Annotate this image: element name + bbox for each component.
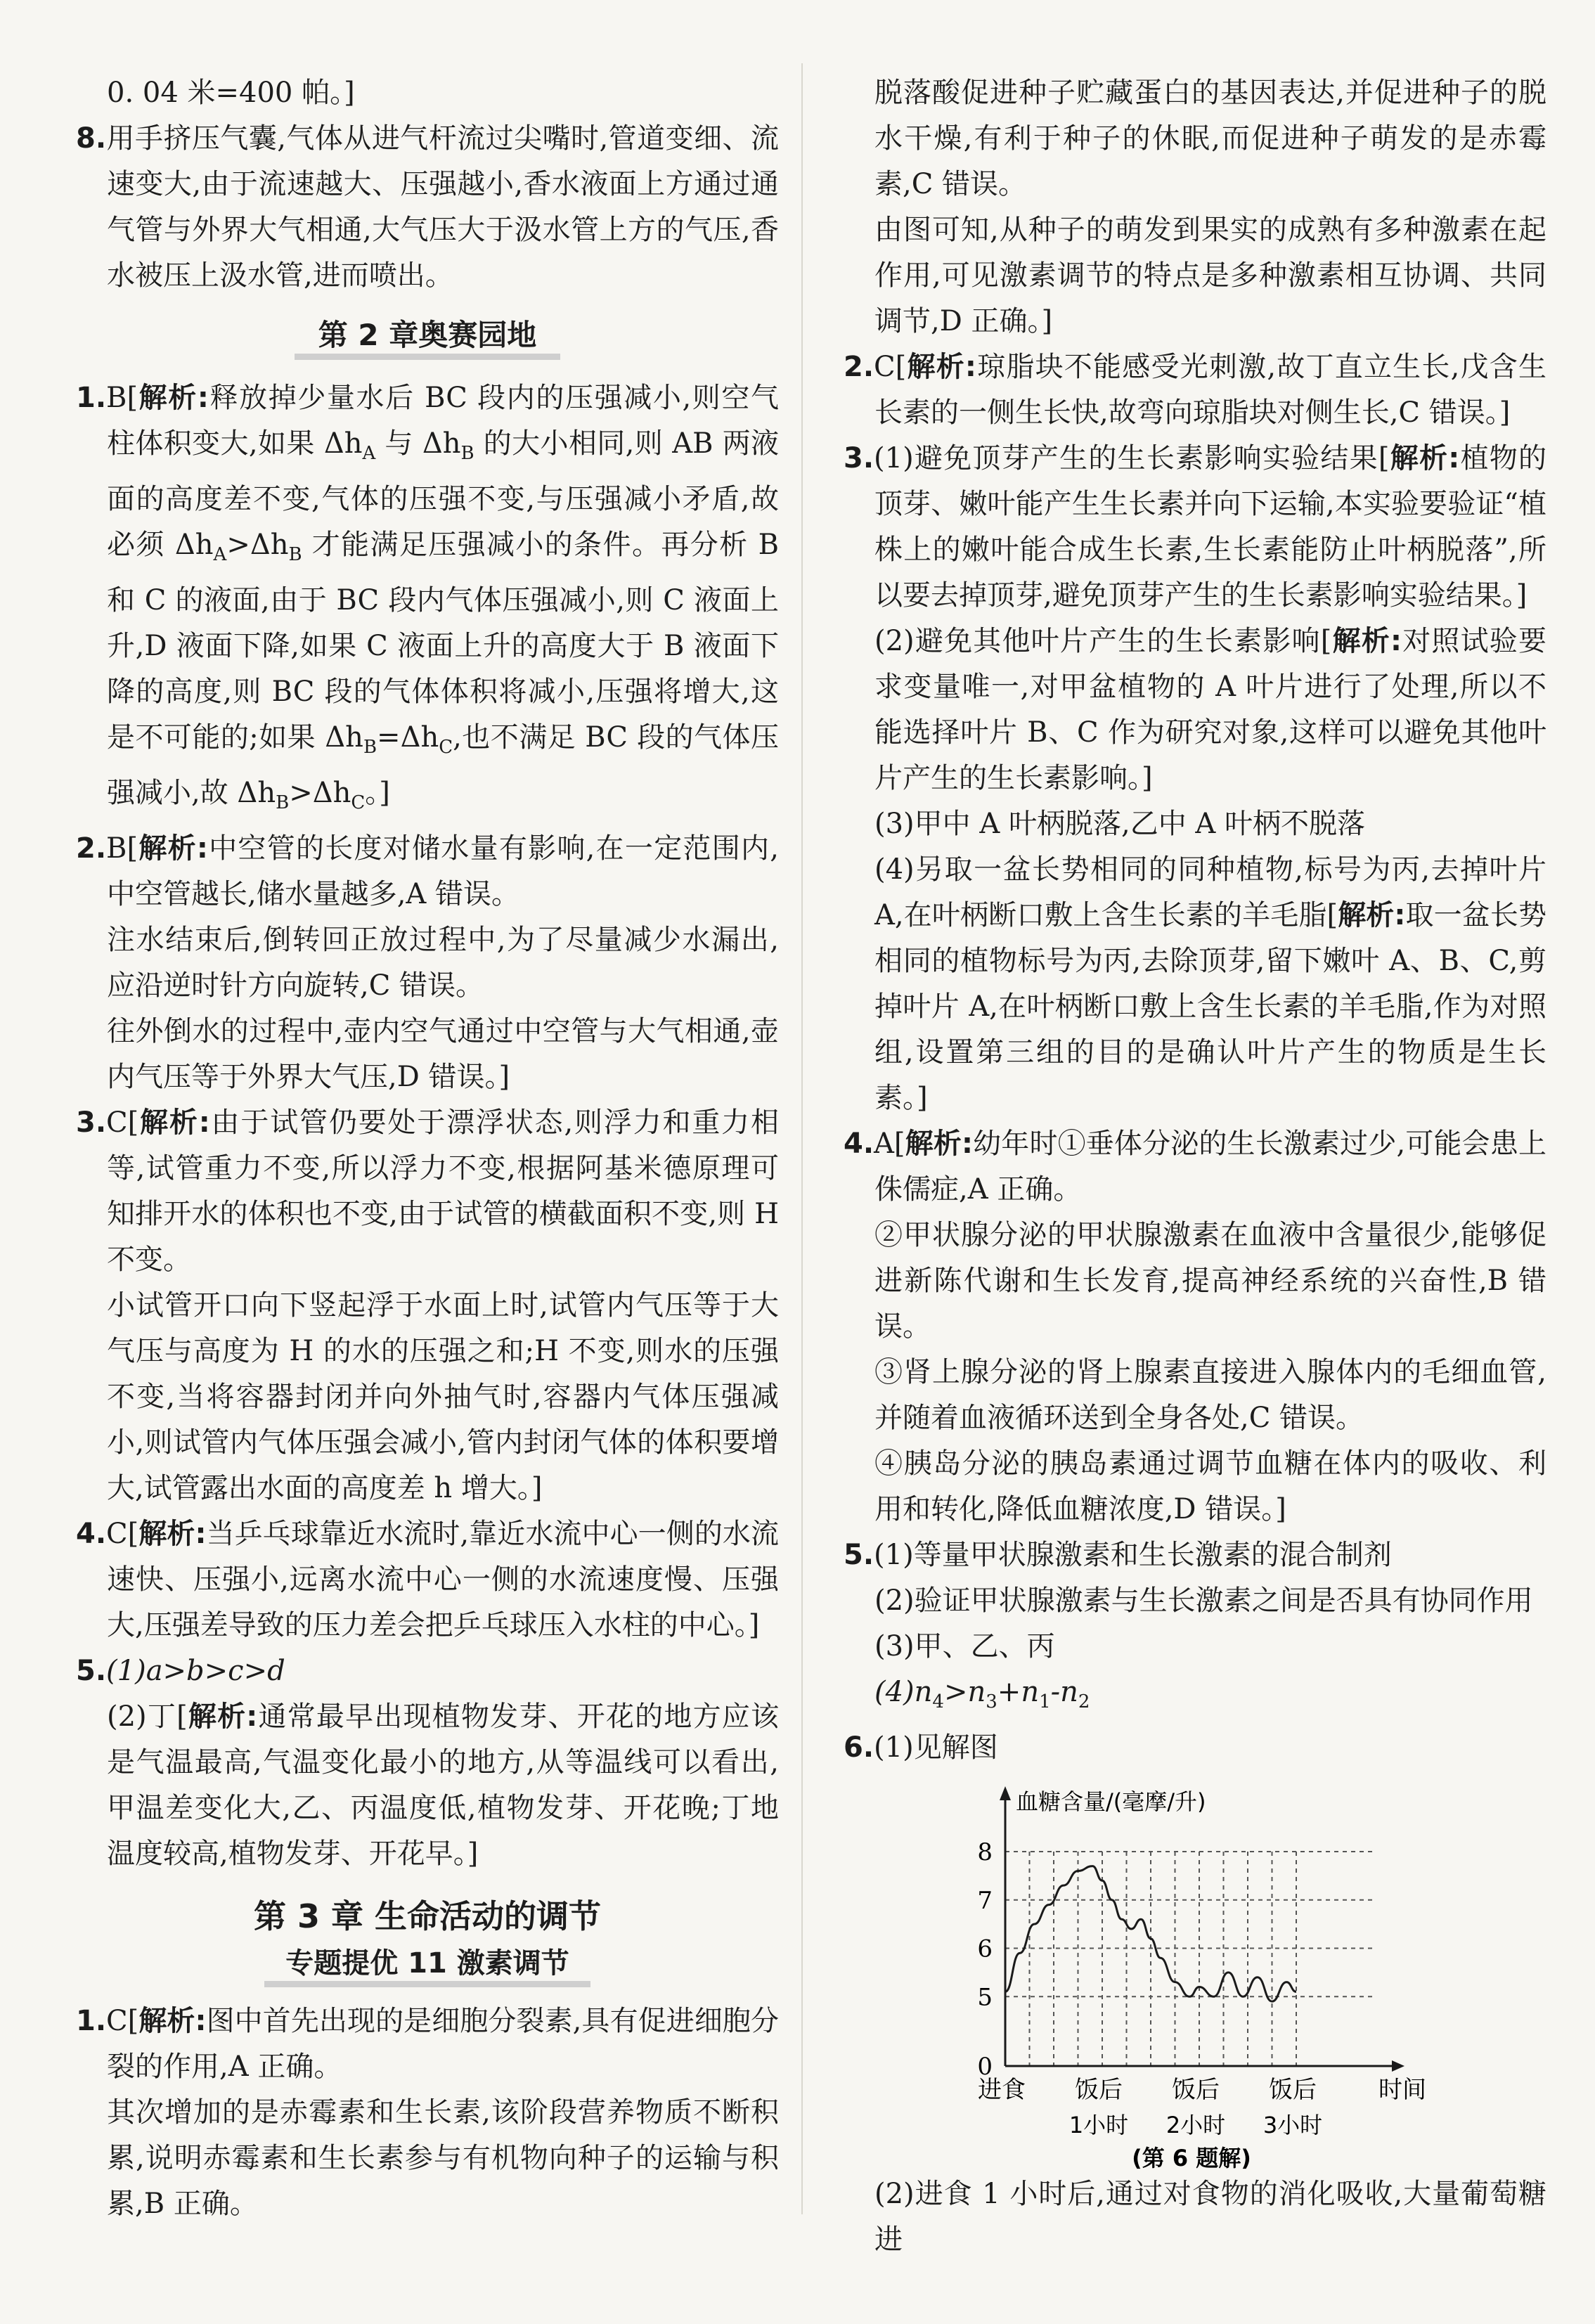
right-line-2: 由图可知,从种子的萌发到果实的成熟有多种激素在起作用,可见激素调节的特点是多种激素相互协调、共同调节,D 正确。] bbox=[874, 214, 1546, 337]
a1-text-o: >Δh bbox=[289, 777, 351, 809]
x-tick-label: 饭后 bbox=[1269, 2076, 1317, 2104]
y-axis-label: 血糖含量/(毫摩/升) bbox=[1016, 1788, 1206, 1815]
b4-paragraph-4: ④胰岛分泌的胰岛素通过调节血糖在体内的吸收、利用和转化,降低血糖浓度,D 错误。] bbox=[874, 1447, 1546, 1525]
b1-number: 1. bbox=[76, 2005, 107, 2037]
q8-number: 8. bbox=[76, 122, 107, 155]
a1-text-i: 才能满足压强减小的条件。再分析 B 和 C 的液面,由于 BC 段内气体压强减小,则 C 液面上升,D 液面下降,如果 C 液面上升的高度大于 B 液面下降的高度,则 BC 段的气体体积将减小,压强将增大,这是不可能的;如果 Δh bbox=[107, 529, 779, 754]
b3-part-3: (3)甲中 A 叶柄脱落,乙中 A 叶柄不脱落 bbox=[874, 808, 1366, 840]
b4-answer: A bbox=[874, 1128, 894, 1160]
section-title bbox=[76, 314, 779, 360]
b-answer-1 bbox=[76, 1999, 779, 2090]
a1-label: 解析: bbox=[138, 382, 209, 414]
b5-p4b: 4 bbox=[932, 1691, 944, 1712]
b5-number: 5. bbox=[844, 1539, 874, 1571]
topic-title-text: 专题提优 11 激素调节 bbox=[264, 1946, 590, 1987]
a3-text: 由于试管仍要处于漂浮状态,则浮力和重力相等,试管重力不变,所以浮力不变,根据阿基米德原理可知排开水的体积也不变,由于试管的横截面积不变,则 H 不变。 bbox=[107, 1106, 779, 1276]
b1-text: 图中首先出现的是细胞分裂素,具有促进细胞分裂的作用,A 正确。 bbox=[107, 2005, 779, 2083]
a2-paragraph-2: 注水结束后,倒转回正放过程中,为了尽量减少水漏出,应沿逆时针方向旋转,C 错误。 bbox=[107, 924, 779, 1002]
a1-text-q: 。] bbox=[365, 777, 390, 809]
b5-p4f: 1 bbox=[1039, 1691, 1051, 1712]
a1-number: 1. bbox=[76, 382, 107, 414]
y-tick-label: 7 bbox=[977, 1886, 993, 1915]
b-answer-3 bbox=[844, 436, 1546, 619]
b5-p4a: (4)n bbox=[874, 1676, 933, 1708]
a1-text-c: 与 Δh bbox=[375, 427, 461, 460]
a1-text-e: 的大小相同,则 AB 两液面的高度差不变,气体的压强不变,与压强减小矛盾,故必须 Δh bbox=[107, 427, 780, 561]
chart-grid bbox=[1005, 1852, 1374, 2066]
a5-bracket: [ bbox=[176, 1700, 188, 1733]
y-tick-label: 0 bbox=[977, 2053, 993, 2081]
blood-sugar-chart bbox=[844, 1778, 1546, 2171]
b4-paragraph-2: ②甲状腺分泌的甲状腺激素在血液中含量很少,能够促进新陈代谢和生长发育,提高神经系统的兴奋性,B 错误。 bbox=[874, 1219, 1546, 1343]
section-title-text: 第 2 章奥赛园地 bbox=[295, 317, 560, 360]
b3-part-2 bbox=[844, 619, 1546, 801]
figure-caption: (第 6 题解) bbox=[1132, 2145, 1251, 2171]
b3-p2: (2)避免其他叶片产生的生长素影响 bbox=[874, 625, 1321, 657]
b2-answer: C bbox=[874, 351, 896, 383]
b-answer-6 bbox=[844, 1725, 1546, 1771]
a1-sub-j: B bbox=[363, 737, 377, 758]
a3-answer: C bbox=[106, 1106, 128, 1139]
a5-p2-text: 通常最早出现植物发芽、开花的地方应该是气温最高,气温变化最小的地方,从等温线可以看出,甲温差变化大,乙、丙温度低,植物发芽、开花晚;丁地温度较高,植物发芽、开花早。] bbox=[107, 1700, 780, 1870]
a1-sub: A bbox=[362, 443, 376, 464]
a4-text: 当乒乓球靠近水流时,靠近水流中心一侧的水流速快、压强小,远离水流中心一侧的水流速度慢、压强大,压强差导致的压力差会把乒乓球压入水柱的中心。] bbox=[107, 1518, 779, 1641]
b2-label: 解析: bbox=[906, 351, 976, 383]
b6-p1: (1)见解图 bbox=[874, 1731, 998, 1764]
b4-number: 4. bbox=[844, 1128, 874, 1160]
y-tick-label: 6 bbox=[977, 1935, 993, 1963]
x-axis-arrow bbox=[1392, 2060, 1404, 2072]
right-line-1: 脱落酸促进种子贮藏蛋白的基因表达,并促进种子的脱水干燥,有利于种子的休眠,而促进种子萌发的是赤霉素,C 错误。 bbox=[874, 77, 1546, 200]
b5-part-4 bbox=[844, 1670, 1546, 1725]
left-line-1: 0. 04 米=400 帕。] bbox=[107, 77, 355, 109]
b6-number: 6. bbox=[844, 1731, 874, 1764]
x-tick-label: 饭后 bbox=[1075, 2076, 1123, 2104]
answer-3 bbox=[76, 1100, 779, 1283]
b5-p4h: 2 bbox=[1078, 1691, 1090, 1712]
x-tick-sublabel: 3小时 bbox=[1263, 2112, 1323, 2138]
a1-sub-n: B bbox=[276, 792, 290, 813]
a4-label: 解析: bbox=[138, 1518, 207, 1550]
b-answer-2 bbox=[844, 344, 1546, 436]
y-ticks bbox=[977, 1838, 993, 2081]
b3-p1: (1)避免顶芽产生的生长素影响实验结果 bbox=[874, 442, 1378, 475]
a4-answer: C bbox=[106, 1518, 128, 1550]
x-ticks bbox=[978, 2076, 1426, 2138]
column-divider bbox=[801, 63, 803, 2214]
b3-p4: (4)另取一盆长势相同的同种植物,标号为丙,去掉叶片 A,在叶柄断口敷上含生长素的羊毛脂 bbox=[874, 853, 1546, 931]
a1-answer: B bbox=[106, 382, 127, 414]
a3-bracket: [ bbox=[127, 1106, 139, 1139]
b5-p4d: 3 bbox=[986, 1691, 997, 1712]
b3-label-2: 解析: bbox=[1331, 625, 1402, 657]
a5-part-2 bbox=[76, 1694, 779, 1877]
a2-answer: B bbox=[106, 832, 127, 865]
b5-p4g: -n bbox=[1050, 1676, 1078, 1708]
b5-part-3: (3)甲、乙、丙 bbox=[874, 1630, 1055, 1663]
b3-bracket-2: [ bbox=[1320, 625, 1332, 657]
b3-bracket-4: [ bbox=[1326, 899, 1338, 931]
a5-number: 5. bbox=[76, 1655, 107, 1687]
x-tick-label: 时间 bbox=[1378, 2076, 1426, 2104]
a3-number: 3. bbox=[76, 1106, 107, 1139]
answer-1 bbox=[76, 375, 779, 826]
a5-part-1: (1)a>b>c>d bbox=[106, 1655, 285, 1687]
a1-text-k: =Δh bbox=[377, 721, 439, 754]
b4-text: 幼年时①垂体分泌的生长激素过少,可能会患上侏儒症,A 正确。 bbox=[874, 1128, 1546, 1206]
y-tick-label: 8 bbox=[977, 1838, 993, 1866]
x-tick-sublabel: 1小时 bbox=[1068, 2112, 1129, 2138]
a2-text: 中空管的长度对储水量有影响,在一定范围内,中空管越长,储水量越多,A 错误。 bbox=[107, 832, 779, 910]
x-tick-sublabel: 2小时 bbox=[1165, 2112, 1226, 2138]
a1-sub-h: B bbox=[288, 544, 302, 565]
a2-label: 解析: bbox=[138, 832, 208, 865]
b3-p4-text: 取一盆长势相同的植物标号为丙,去除顶芽,留下嫩叶 A、B、C,剪掉叶片 A,在叶柄断口敷上含生长素的羊毛脂,作为对照组,设置第三组的目的是确认叶片产生的物质是生长素。] bbox=[874, 899, 1547, 1114]
b5-p1: (1)等量甲状腺激素和生长激素的混合制剂 bbox=[874, 1539, 1392, 1571]
q8-text: 用手挤压气囊,气体从进气杆流过尖嘴时,管道变细、流速变大,由于流速越大、压强越小,香水液面上方通过通气管与外界大气相通,大气压大于汲水管上方的气压,香水被压上汲水管,进而喷出。 bbox=[106, 122, 779, 292]
a1-text-g: >Δh bbox=[226, 529, 289, 561]
y-axis-arrow bbox=[1000, 1786, 1011, 1800]
a1-sub-f: A bbox=[213, 544, 227, 565]
b1-answer: C bbox=[106, 2005, 128, 2037]
a5-p2-answer: (2)丁 bbox=[107, 1700, 177, 1733]
a3-label: 解析: bbox=[138, 1106, 210, 1139]
b1-bracket: [ bbox=[127, 2005, 139, 2037]
b5-p4e: +n bbox=[997, 1676, 1040, 1708]
b4-bracket: [ bbox=[893, 1128, 905, 1160]
answer-5 bbox=[76, 1648, 779, 1694]
question-8 bbox=[76, 116, 779, 299]
a1-sub-l: C bbox=[439, 737, 453, 758]
b6-part-2: (2)进食 1 小时后,通过对食物的消化吸收,大量葡萄糖进 bbox=[874, 2178, 1546, 2256]
b-answer-5 bbox=[844, 1532, 1546, 1578]
x-tick-label: 饭后 bbox=[1172, 2076, 1220, 2104]
chart-svg bbox=[844, 1778, 1546, 2171]
b3-bracket-1: [ bbox=[1378, 442, 1390, 475]
chapter-title: 第 3 章 生命活动的调节 bbox=[253, 1897, 602, 1935]
answer-2 bbox=[76, 826, 779, 917]
b3-part-4 bbox=[844, 847, 1546, 1121]
right-column bbox=[844, 70, 1546, 2263]
a4-number: 4. bbox=[76, 1518, 107, 1550]
b3-number: 3. bbox=[844, 442, 874, 475]
b3-label-4: 解析: bbox=[1338, 899, 1406, 931]
left-column bbox=[76, 70, 779, 2227]
topic-title bbox=[76, 1942, 779, 1987]
a2-number: 2. bbox=[76, 832, 107, 865]
a1-text-m: ,也不满足 BC 段的气体压强减小,故 Δh bbox=[107, 721, 780, 809]
answer-4 bbox=[76, 1511, 779, 1648]
a1-sub-p: C bbox=[351, 792, 366, 813]
b2-number: 2. bbox=[844, 351, 874, 383]
b4-paragraph-3: ③肾上腺分泌的肾上腺素直接进入腺体内的毛细血管,并随着血液循环送到全身各处,C 错误。 bbox=[874, 1356, 1546, 1434]
a3-paragraph-2: 小试管开口向下竖起浮于水面上时,试管内气压等于大气压与高度为 H 的水的压强之和;H 不变,则水的压强不变,当将容器封闭并向外抽气时,容器内气体压强减小,则试管内气体压强会减小,管内封闭气体的体积要增大,试管露出水面的高度差 h 增大。] bbox=[107, 1289, 779, 1504]
b1-label: 解析: bbox=[138, 2005, 207, 2037]
a1-sub-d: B bbox=[460, 443, 474, 464]
b3-p1-text: 植物的顶芽、嫩叶能产生生长素并向下运输,本实验要验证“植株上的嫩叶能合成生长素,生长素能防止叶柄脱落”,所以要去掉顶芽,避免顶芽产生的生长素影响实验结果。] bbox=[874, 442, 1547, 612]
b4-label: 解析: bbox=[905, 1128, 973, 1160]
a2-paragraph-3: 往外倒水的过程中,壶内空气通过中空管与大气相通,壶内气压等于外界大气压,D 错误。] bbox=[107, 1015, 779, 1093]
b3-label-1: 解析: bbox=[1389, 442, 1460, 475]
b2-bracket: [ bbox=[895, 351, 907, 383]
b5-p4c: >n bbox=[943, 1676, 986, 1708]
a4-bracket: [ bbox=[127, 1518, 139, 1550]
a5-label: 解析: bbox=[187, 1700, 258, 1733]
b2-text: 琼脂块不能感受光刺激,故丁直立生长,戊含生长素的一侧生长快,故弯向琼脂块对侧生长,C 错误。] bbox=[874, 351, 1546, 429]
b1-paragraph-2: 其次增加的是赤霉素和生长素,该阶段营养物质不断积累,说明赤霉素和生长素参与有机物向种子的运输与积累,B 正确。 bbox=[107, 2096, 779, 2220]
b3-p2-text: 对照试验要求变量唯一,对甲盆植物的 A 叶片进行了处理,所以不能选择叶片 B、C 作为研究对象,这样可以避免其他叶片产生的生长素影响。] bbox=[874, 625, 1547, 794]
a1-bracket: [ bbox=[127, 382, 138, 414]
b-answer-4 bbox=[844, 1121, 1546, 1213]
x-tick-label: 进食 bbox=[978, 2076, 1026, 2104]
a1-text: 释放掉少量水后 BC 段内的压强减小,则空气柱体积变大,如果 Δh bbox=[107, 382, 780, 460]
a2-bracket: [ bbox=[127, 832, 138, 865]
b5-part-2: (2)验证甲状腺激素与生长激素之间是否具有协同作用 bbox=[874, 1584, 1533, 1617]
y-tick-label: 5 bbox=[977, 1983, 993, 2012]
